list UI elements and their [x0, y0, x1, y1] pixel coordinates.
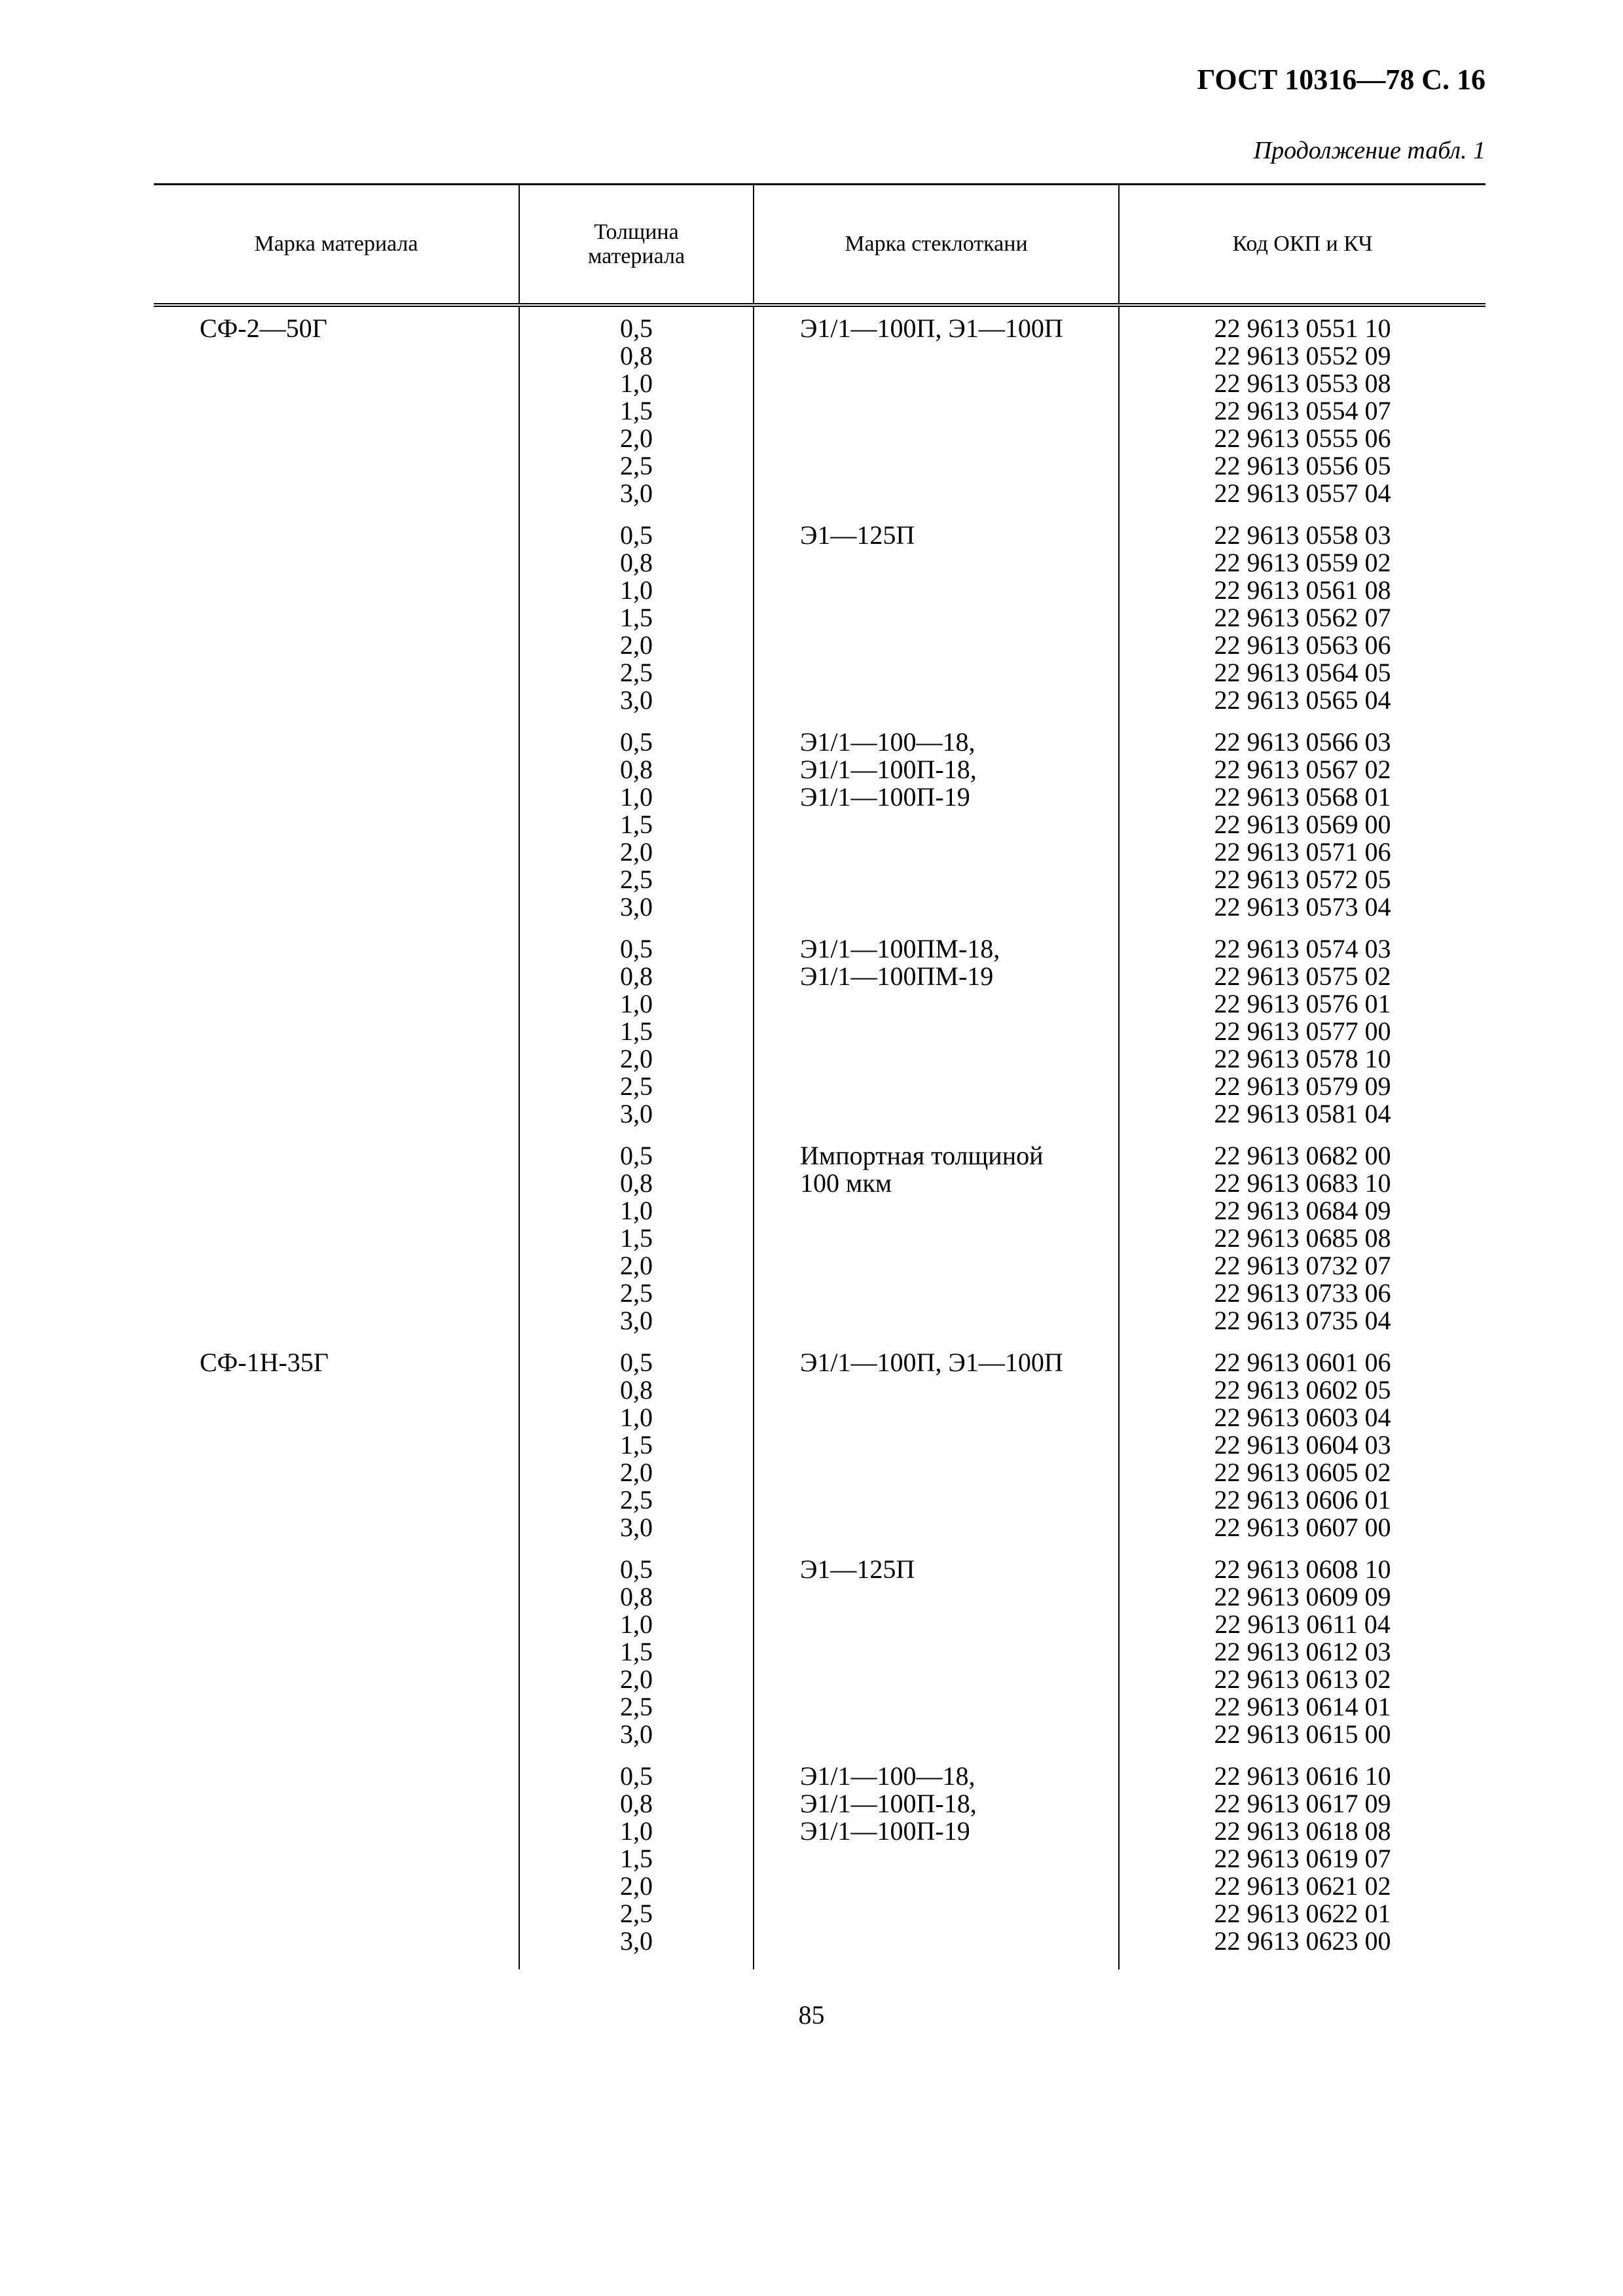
table-row — [154, 935, 1486, 1142]
fabric-cell — [754, 305, 1119, 522]
thickness-cell — [519, 1142, 754, 1349]
fabric-cell — [754, 935, 1119, 1142]
material-name: СФ-1Н-35Г — [200, 1348, 329, 1377]
okp-code: 22 9613 0553 08 — [1214, 368, 1391, 398]
thickness-value: 1,5 — [620, 1844, 653, 1873]
thickness-value: 0,8 — [620, 1168, 653, 1198]
okp-code: 22 9613 0581 04 — [1214, 1099, 1391, 1128]
thickness-cell — [519, 1763, 754, 1969]
fabric-name: Э1/1—100П-18, — [800, 755, 977, 784]
okp-code: 22 9613 0607 00 — [1214, 1513, 1391, 1542]
thickness-value: 2,5 — [620, 451, 653, 480]
table-row — [154, 728, 1486, 935]
okp-code: 22 9613 0604 03 — [1214, 1430, 1391, 1460]
thickness-value: 3,0 — [620, 478, 653, 508]
okp-code: 22 9613 0602 05 — [1214, 1375, 1391, 1405]
code-cell — [1119, 305, 1486, 522]
thickness-value: 2,5 — [620, 1071, 653, 1101]
okp-code: 22 9613 0685 08 — [1214, 1223, 1391, 1253]
thickness-value: 2,0 — [620, 1871, 653, 1901]
thickness-value: 1,0 — [620, 368, 653, 398]
thickness-value: 0,8 — [620, 548, 653, 577]
table-row — [154, 1142, 1486, 1349]
fabric-name: Э1—125П — [800, 520, 915, 550]
fabric-name: Э1—125П — [800, 1554, 915, 1584]
okp-code: 22 9613 0617 09 — [1214, 1789, 1391, 1818]
thickness-cell — [519, 305, 754, 522]
okp-code: 22 9613 0609 09 — [1214, 1582, 1391, 1611]
material-cell — [154, 935, 519, 1142]
thickness-value: 0,5 — [620, 727, 653, 757]
thickness-value: 0,8 — [620, 961, 653, 991]
thickness-value: 2,0 — [620, 423, 653, 453]
code-cell — [1119, 1763, 1486, 1969]
data-table — [154, 183, 1486, 1969]
okp-code: 22 9613 0683 10 — [1214, 1168, 1391, 1198]
okp-code: 22 9613 0732 07 — [1214, 1251, 1391, 1280]
okp-code: 22 9613 0567 02 — [1214, 755, 1391, 784]
fabric-name: Э1/1—100П-19 — [800, 782, 970, 812]
okp-code: 22 9613 0614 01 — [1214, 1692, 1391, 1721]
fabric-cell — [754, 1142, 1119, 1349]
thickness-value: 1,0 — [620, 782, 653, 812]
fabric-name: 100 мкм — [800, 1168, 892, 1198]
thickness-cell — [519, 935, 754, 1142]
okp-code: 22 9613 0552 09 — [1214, 341, 1391, 370]
column-header-fabric: Марка стеклоткани — [754, 185, 1119, 306]
thickness-value: 1,5 — [620, 396, 653, 425]
thickness-value: 0,5 — [620, 314, 653, 343]
okp-code: 22 9613 0603 04 — [1214, 1403, 1391, 1432]
fabric-name: Э1/1—100—18, — [800, 727, 976, 757]
thickness-value: 0,5 — [620, 1554, 653, 1584]
okp-code: 22 9613 0615 00 — [1214, 1719, 1391, 1749]
okp-code: 22 9613 0613 02 — [1214, 1664, 1391, 1694]
thickness-cell — [519, 1349, 754, 1556]
thickness-value: 0,5 — [620, 934, 653, 963]
thickness-value: 1,0 — [620, 1196, 653, 1225]
thickness-value: 0,8 — [620, 1582, 653, 1611]
okp-code: 22 9613 0576 01 — [1214, 989, 1391, 1018]
fabric-cell — [754, 522, 1119, 728]
okp-code: 22 9613 0735 04 — [1214, 1306, 1391, 1335]
thickness-value: 3,0 — [620, 1719, 653, 1749]
thickness-value: 2,0 — [620, 1664, 653, 1694]
okp-code: 22 9613 0556 05 — [1214, 451, 1391, 480]
fabric-name: Э1/1—100П, Э1—100П — [800, 1348, 1063, 1377]
okp-code: 22 9613 0561 08 — [1214, 575, 1391, 605]
thickness-value: 2,0 — [620, 1044, 653, 1073]
thickness-cell — [519, 522, 754, 728]
okp-code: 22 9613 0618 08 — [1214, 1816, 1391, 1846]
thickness-value: 2,5 — [620, 658, 653, 687]
okp-code: 22 9613 0621 02 — [1214, 1871, 1391, 1901]
okp-code: 22 9613 0568 01 — [1214, 782, 1391, 812]
thickness-value: 1,5 — [620, 1430, 653, 1460]
okp-code: 22 9613 0562 07 — [1214, 603, 1391, 632]
thickness-value: 0,5 — [620, 1141, 653, 1170]
thickness-value: 1,5 — [620, 1637, 653, 1666]
okp-code: 22 9613 0559 02 — [1214, 548, 1391, 577]
thickness-value: 1,5 — [620, 603, 653, 632]
thickness-cell — [519, 1556, 754, 1763]
okp-code: 22 9613 0566 03 — [1214, 727, 1391, 757]
fabric-name: Э1/1—100ПМ-18, — [800, 934, 1000, 963]
fabric-name: Э1/1—100П-18, — [800, 1789, 977, 1818]
thickness-value: 1,0 — [620, 989, 653, 1018]
fabric-cell — [754, 1349, 1119, 1556]
code-cell — [1119, 1349, 1486, 1556]
okp-code: 22 9613 0578 10 — [1214, 1044, 1391, 1073]
okp-code: 22 9613 0605 02 — [1214, 1458, 1391, 1487]
thickness-value: 1,5 — [620, 1016, 653, 1046]
thickness-value: 3,0 — [620, 1926, 653, 1956]
okp-code: 22 9613 0601 06 — [1214, 1348, 1391, 1377]
column-header-material: Марка материала — [154, 185, 519, 306]
okp-code: 22 9613 0574 03 — [1214, 934, 1391, 963]
okp-code: 22 9613 0563 06 — [1214, 630, 1391, 660]
table-row — [154, 305, 1486, 522]
thickness-value: 2,5 — [620, 1485, 653, 1515]
thickness-value: 0,5 — [620, 520, 653, 550]
thickness-value: 3,0 — [620, 1306, 653, 1335]
page-number: 85 — [798, 2000, 825, 2030]
table-row — [154, 1763, 1486, 1969]
thickness-value: 2,5 — [620, 1899, 653, 1928]
okp-code: 22 9613 0611 04 — [1214, 1609, 1391, 1639]
fabric-name: Э1/1—100ПМ-19 — [800, 961, 994, 991]
thickness-value: 0,8 — [620, 341, 653, 370]
fabric-name: Импортная толщиной — [800, 1141, 1044, 1170]
okp-code: 22 9613 0558 03 — [1214, 520, 1391, 550]
table-header — [154, 185, 1486, 306]
thickness-value: 2,0 — [620, 1251, 653, 1280]
thickness-value: 3,0 — [620, 892, 653, 922]
okp-code: 22 9613 0564 05 — [1214, 658, 1391, 687]
thickness-value: 0,5 — [620, 1761, 653, 1791]
fabric-name: Э1/1—100П, Э1—100П — [800, 314, 1063, 343]
table-caption: Продолжение табл. 1 — [1253, 137, 1486, 164]
okp-code: 22 9613 0555 06 — [1214, 423, 1391, 453]
okp-code: 22 9613 0612 03 — [1214, 1637, 1391, 1666]
thickness-value: 0,8 — [620, 755, 653, 784]
okp-code: 22 9613 0577 00 — [1214, 1016, 1391, 1046]
thickness-value: 0,8 — [620, 1375, 653, 1405]
okp-code: 22 9613 0623 00 — [1214, 1926, 1391, 1956]
okp-code: 22 9613 0565 04 — [1214, 685, 1391, 715]
okp-code: 22 9613 0608 10 — [1214, 1554, 1391, 1584]
fabric-name: Э1/1—100—18, — [800, 1761, 976, 1791]
code-cell — [1119, 935, 1486, 1142]
material-cell — [154, 1556, 519, 1763]
fabric-name: Э1/1—100П-19 — [800, 1816, 970, 1846]
thickness-value: 2,0 — [620, 1458, 653, 1487]
okp-code: 22 9613 0551 10 — [1214, 314, 1391, 343]
thickness-value: 1,5 — [620, 810, 653, 839]
okp-code: 22 9613 0579 09 — [1214, 1071, 1391, 1101]
fabric-cell — [754, 1763, 1119, 1969]
data-table-container — [154, 183, 1486, 1969]
thickness-value: 2,5 — [620, 865, 653, 894]
table-row — [154, 522, 1486, 728]
thickness-value: 0,8 — [620, 1789, 653, 1818]
thickness-value: 0,5 — [620, 1348, 653, 1377]
material-cell — [154, 728, 519, 935]
okp-code: 22 9613 0616 10 — [1214, 1761, 1391, 1791]
fabric-cell — [754, 1556, 1119, 1763]
okp-code: 22 9613 0733 06 — [1214, 1278, 1391, 1308]
table-row — [154, 1556, 1486, 1763]
material-cell — [154, 1763, 519, 1969]
material-cell — [154, 522, 519, 728]
column-header-code: Код ОКП и КЧ — [1119, 185, 1486, 306]
okp-code: 22 9613 0557 04 — [1214, 478, 1391, 508]
thickness-value: 2,5 — [620, 1692, 653, 1721]
material-cell — [154, 1349, 519, 1556]
okp-code: 22 9613 0606 01 — [1214, 1485, 1391, 1515]
okp-code: 22 9613 0682 00 — [1214, 1141, 1391, 1170]
okp-code: 22 9613 0619 07 — [1214, 1844, 1391, 1873]
okp-code: 22 9613 0684 09 — [1214, 1196, 1391, 1225]
table-body — [154, 305, 1486, 1969]
column-header-thickness: Толщина материала — [519, 185, 754, 306]
okp-code: 22 9613 0571 06 — [1214, 837, 1391, 867]
code-cell — [1119, 1556, 1486, 1763]
thickness-value: 1,0 — [620, 1609, 653, 1639]
thickness-value: 2,5 — [620, 1278, 653, 1308]
code-cell — [1119, 728, 1486, 935]
okp-code: 22 9613 0569 00 — [1214, 810, 1391, 839]
document-title: ГОСТ 10316—78 С. 16 — [1197, 63, 1486, 96]
thickness-value: 2,0 — [620, 630, 653, 660]
code-cell — [1119, 522, 1486, 728]
okp-code: 22 9613 0572 05 — [1214, 865, 1391, 894]
thickness-value: 1,0 — [620, 1816, 653, 1846]
code-cell — [1119, 1142, 1486, 1349]
table-row — [154, 1349, 1486, 1556]
okp-code: 22 9613 0573 04 — [1214, 892, 1391, 922]
thickness-value: 3,0 — [620, 685, 653, 715]
thickness-value: 3,0 — [620, 1099, 653, 1128]
thickness-value: 1,5 — [620, 1223, 653, 1253]
thickness-value: 3,0 — [620, 1513, 653, 1542]
okp-code: 22 9613 0622 01 — [1214, 1899, 1391, 1928]
material-name: СФ-2—50Г — [200, 314, 327, 343]
material-cell — [154, 305, 519, 522]
thickness-cell — [519, 728, 754, 935]
okp-code: 22 9613 0554 07 — [1214, 396, 1391, 425]
fabric-cell — [754, 728, 1119, 935]
thickness-value: 2,0 — [620, 837, 653, 867]
okp-code: 22 9613 0575 02 — [1214, 961, 1391, 991]
thickness-value: 1,0 — [620, 1403, 653, 1432]
thickness-value: 1,0 — [620, 575, 653, 605]
material-cell — [154, 1142, 519, 1349]
